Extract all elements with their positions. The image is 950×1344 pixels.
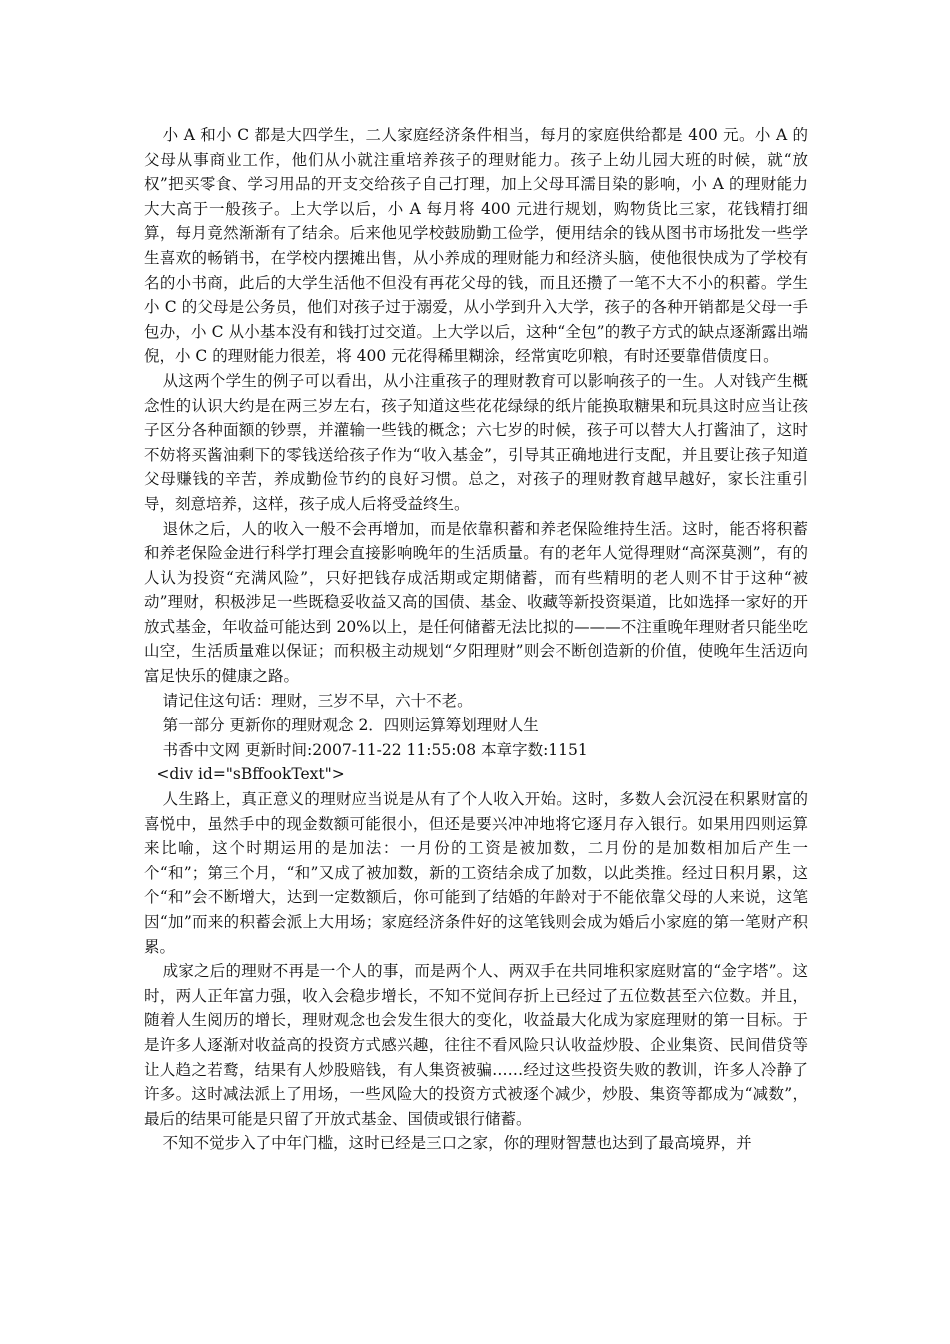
paragraph-subtraction: 成家之后的理财不再是一个人的事，而是两个人、两双手在共同堆积家庭财富的“金字塔”。这时，两人正年富力强，收入会稳步增长，不知不觉间存折上已经过了五位数甚至六位数。并且，随着人生阅历的增长，理财观念也会发生很大的变化，收益最大化成为家庭理财的第一目标。于是许多人逐渐对收益高的投资方式感兴趣，往往不看风险只认收益炒股、企业集资、民间借贷等让人趋之若鹜，结果有人炒股赔钱，有人集资被骗……经过这些投资失败的教训，许多人冷静了许多。这时减法派上了用场，一些风险大的投资方式被逐个减少，炒股、集资等都成为“减数”，最后的结果可能是只留了开放式基金、国债或银行储蓄。 <box>144 962 808 1128</box>
paragraph-middle-age: 不知不觉步入了中年门槛，这时已经是三口之家，你的理财智慧也达到了最高境界，并 <box>162 1134 752 1153</box>
document-body <box>144 123 808 1156</box>
paragraph-early-education: 从这两个学生的例子可以看出，从小注重孩子的理财教育可以影响孩子的一生。人对钱产生概念性的认识大约是在两三岁左右，孩子知道这些花花绿绿的纸片能换取糖果和玩具这时应当让孩子区分各种面额的钞票，并灌输一些钱的概念；六七岁的时候，孩子可以替大人打酱油了，这时不妨将买酱油剩下的零钱送给孩子作为“收入基金”，引导其正确地进行支配，并且要让孩子知道父母赚钱的辛苦，养成勤俭节约的良好习惯。总之，对孩子的理财教育越早越好，家长注重引导，刻意培养，这样，孩子成人后将受益终生。 <box>144 371 808 513</box>
raw-html-tag-line: <div id="sBffookText"> <box>156 765 345 784</box>
paragraph-addition: 人生路上，真正意义的理财应当说是从有了个人收入开始。这时，多数人会沉浸在积累财富的喜悦中，虽然手中的现金数额可能很小，但还是要兴冲冲地将它逐月存入银行。如果用四则运算来比喻，这个时期运用的是加法：一月份的工资是被加数，二月份的是加数相加后产生一个“和”；第三个月，“和”又成了被加数，新的工资结余成了加数，以此类推。经过日积月累，这个“和”会不断增大，达到一定数额后，你可能到了结婚的年龄对于不能依靠父母的人来说，这笔因“加”而来的积蓄会派上大用场；家庭经济条件好的这笔钱则会成为婚后小家庭的第一笔财产积累。 <box>144 790 808 956</box>
source-info-line: 书香中文网 更新时间:2007-11-22 11:55:08 本章字数:1151 <box>162 740 588 759</box>
paragraph-student-comparison: 小 A 和小 C 都是大四学生，二人家庭经济条件相当，每月的家庭供给都是 400 元。小 A 的父母从事商业工作，他们从小就注重培养孩子的理财能力。孩子上幼儿园大班的时候，就“放权”把买零食、学习用品的开支交给孩子自己打理，加上父母耳濡目染的影响，小 A 的理财能力大大高于一般孩子。上大学以后，小 A 每月将 400 元进行规划，购物货比三家，花钱精打细算，每月竟然渐渐有了结余。后来他见学校鼓励勤工俭学，便用结余的钱从图书市场批发一些学生喜欢的畅销书，在学校内摆摊出售，从小养成的理财能力和经济头脑，使他很快成为了学校有名的小书商，此后的大学生活他不但没有再花父母的钱，而且还攒了一笔不大不小的积蓄。学生小 C 的父母是公务员，他们对孩子过于溺爱，从小学到升入大学，孩子的各种开销都是父母一手包办，小 C 从小基本没有和钱打过交道。上大学以后，这种“全包”的教子方式的缺点逐渐露出端倪，小 C 的理财能力很差，将 400 元花得稀里糊涂，经常寅吃卯粮，有时还要靠借债度日。 <box>144 126 808 366</box>
motto-line: 请记住这句话：理财，三岁不早，六十不老。 <box>162 691 473 710</box>
paragraph-retirement: 退休之后，人的收入一般不会再增加，而是依靠积蓄和养老保险维持生活。这时，能否将积蓄和养老保险金进行科学打理会直接影响晚年的生活质量。有的老年人觉得理财“高深莫测”，有的人认为投资“充满风险”，只好把钱存成活期或定期储蓄，而有些精明的老人则不甘于这种“被动”理财，积极涉足一些既稳妥收益又高的国债、基金、收藏等新投资渠道，比如选择一家好的开放式基金，年收益可能达到 20%以上，是任何储蓄无法比拟的———不注重晚年理财者只能坐吃山空，生活质量难以保证；而积极主动规划“夕阳理财”则会不断创造新的价值，使晚年生活迈向富足快乐的健康之路。 <box>144 519 808 686</box>
chapter-heading: 第一部分 更新你的理财观念 2．四则运算筹划理财人生 <box>162 716 539 735</box>
